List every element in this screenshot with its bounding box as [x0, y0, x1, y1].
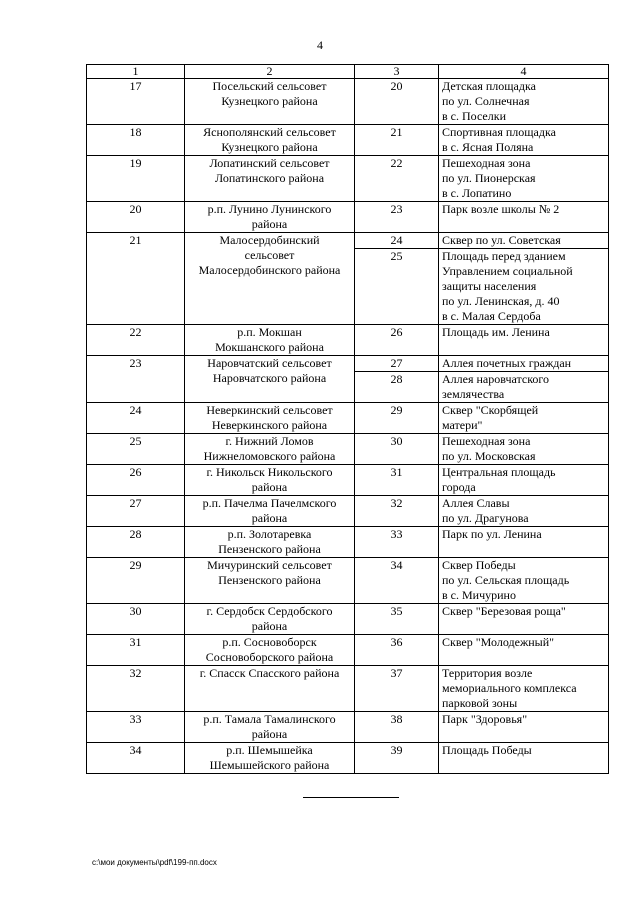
object-place [439, 604, 609, 635]
cell-line: Неверкинского района [211, 418, 328, 432]
object-place [439, 712, 609, 743]
cell-line: района [251, 480, 288, 494]
cell-line: Сквер Победы [442, 558, 516, 572]
cell-line: Лопатинский сельсовет [209, 156, 330, 170]
cell-line: Пензенского района [218, 573, 321, 587]
object-number: 20 [355, 79, 439, 125]
cell-line: Нижнеломовского района [203, 449, 336, 463]
cell-line: г. Нижний Ломов [225, 434, 314, 448]
table-row [87, 635, 609, 666]
cell-line: Наровчатский сельсовет [207, 356, 332, 370]
file-path: c:\мои документы\pdf\199-пп.docx [92, 858, 217, 867]
row-number: 30 [87, 604, 185, 635]
object-place [439, 465, 609, 496]
cell-line: города [442, 480, 476, 494]
object-place [439, 434, 609, 465]
district-name [185, 403, 355, 434]
objects-table [86, 64, 609, 774]
object-number: 29 [355, 403, 439, 434]
cell-line: парковой зоны [442, 696, 518, 710]
district-name [185, 233, 355, 325]
cell-line: Спортивная площадка [442, 125, 556, 139]
cell-line: Шемышейского района [209, 758, 330, 772]
row-number: 23 [87, 356, 185, 403]
cell-line: р.п. Тамала Тамалинского [203, 712, 336, 726]
object-number: 22 [355, 156, 439, 202]
object-number: 35 [355, 604, 439, 635]
cell-line: по ул. Московская [442, 449, 536, 463]
object-number: 33 [355, 527, 439, 558]
district-name [185, 558, 355, 604]
object-number: 36 [355, 635, 439, 666]
object-place [439, 233, 609, 249]
cell-line: Центральная площадь [442, 465, 556, 479]
table-row [87, 79, 609, 125]
cell-line: Посельский сельсовет [212, 79, 327, 93]
object-place [439, 79, 609, 125]
cell-line: Сквер "Молодежный" [442, 635, 555, 649]
district-name [185, 604, 355, 635]
object-number: 34 [355, 558, 439, 604]
object-place [439, 356, 609, 372]
object-place [439, 325, 609, 356]
cell-line: р.п. Мокшан [237, 325, 302, 339]
table-row [87, 325, 609, 356]
object-place [439, 558, 609, 604]
district-name [185, 125, 355, 156]
cell-line: Пешеходная зона [442, 434, 531, 448]
cell-line: Площадь перед зданием [442, 249, 566, 263]
table-row [87, 233, 609, 249]
cell-line: Площадь им. Ленина [442, 325, 550, 339]
cell-line: Аллея Славы [442, 496, 510, 510]
cell-line: г. Никольск Никольского [206, 465, 333, 479]
row-number: 17 [87, 79, 185, 125]
row-number: 33 [87, 712, 185, 743]
cell-line: по ул. Пионерская [442, 171, 536, 185]
cell-line: матери" [442, 418, 483, 432]
cell-line: по ул. Солнечная [442, 94, 530, 108]
cell-line: Сквер по ул. Советская [442, 233, 561, 247]
separator-line [303, 797, 399, 798]
object-number: 30 [355, 434, 439, 465]
object-number: 23 [355, 202, 439, 233]
row-number: 20 [87, 202, 185, 233]
cell-line: Неверкинский сельсовет [206, 403, 333, 417]
row-number: 27 [87, 496, 185, 527]
object-place [439, 666, 609, 712]
cell-line: Мокшанского района [215, 340, 324, 354]
row-number: 19 [87, 156, 185, 202]
district-name [185, 743, 355, 774]
cell-line: Аллея наровчатского [442, 372, 550, 386]
cell-line: г. Спасск Спасского района [199, 666, 340, 680]
table-row [87, 604, 609, 635]
object-number: 21 [355, 125, 439, 156]
object-number: 39 [355, 743, 439, 774]
object-place [439, 743, 609, 774]
table-row [87, 666, 609, 712]
object-number: 38 [355, 712, 439, 743]
cell-line: по ул. Сельская площадь [442, 573, 570, 587]
cell-line: района [251, 727, 288, 741]
district-name [185, 635, 355, 666]
row-number: 24 [87, 403, 185, 434]
table-row [87, 743, 609, 774]
cell-line: Кузнецкого района [221, 94, 318, 108]
row-number: 22 [87, 325, 185, 356]
cell-line: Лопатинского района [214, 171, 325, 185]
cell-line: мемориального комплекса [442, 681, 577, 695]
object-number: 31 [355, 465, 439, 496]
table-header-row [87, 65, 609, 79]
cell-line: в с. Поселки [442, 109, 506, 123]
district-name [185, 496, 355, 527]
cell-line: г. Сердобск Сердобского [206, 604, 333, 618]
table-row [87, 465, 609, 496]
cell-line: Аллея почетных граждан [442, 356, 572, 370]
cell-line: Детская площадка [442, 79, 536, 93]
cell-line: по ул. Драгунова [442, 511, 529, 525]
page-number: 4 [317, 38, 323, 52]
cell-line: защиты населения [442, 279, 537, 293]
cell-line: Мичуринский сельсовет [207, 558, 332, 572]
header-col-2: 2 [185, 65, 355, 79]
header-col-4: 4 [439, 65, 609, 79]
header-col-1: 1 [87, 65, 185, 79]
cell-line: сельсовет [244, 248, 295, 262]
row-number: 25 [87, 434, 185, 465]
cell-line: Парк по ул. Ленина [442, 527, 542, 541]
row-number: 21 [87, 233, 185, 325]
district-name [185, 325, 355, 356]
object-number: 32 [355, 496, 439, 527]
object-number: 24 [355, 233, 439, 249]
cell-line: р.п. Пачелма Пачелмского [202, 496, 337, 510]
cell-line: р.п. Шемышейка [226, 743, 313, 757]
row-number: 32 [87, 666, 185, 712]
cell-line: Кузнецкого района [221, 140, 318, 154]
district-name [185, 712, 355, 743]
cell-line: Сквер "Березовая роща" [442, 604, 566, 618]
table-row [87, 527, 609, 558]
table-row [87, 356, 609, 372]
district-name [185, 434, 355, 465]
object-number: 28 [355, 372, 439, 403]
district-name [185, 356, 355, 403]
object-place [439, 635, 609, 666]
row-number: 31 [87, 635, 185, 666]
district-name [185, 79, 355, 125]
district-name [185, 527, 355, 558]
cell-line: в с. Лопатино [442, 186, 512, 200]
cell-line: Малосердобинский [219, 233, 320, 247]
cell-line: Управлением социальной [442, 264, 573, 278]
cell-line: по ул. Ленинская, д. 40 [442, 294, 560, 308]
row-number: 26 [87, 465, 185, 496]
cell-line: района [251, 217, 288, 231]
object-place [439, 156, 609, 202]
cell-line: Сквер "Скорбящей [442, 403, 539, 417]
cell-line: Пензенского района [218, 542, 321, 556]
table-row [87, 496, 609, 527]
object-number: 27 [355, 356, 439, 372]
table-row [87, 712, 609, 743]
cell-line: р.п. Лунино Лунинского [207, 202, 332, 216]
object-place [439, 496, 609, 527]
cell-line: р.п. Золотаревка [227, 527, 312, 541]
district-name [185, 202, 355, 233]
cell-line: Парк возле школы № 2 [442, 202, 560, 216]
header-col-3: 3 [355, 65, 439, 79]
cell-line: района [251, 619, 288, 633]
cell-line: р.п. Сосновоборск [222, 635, 317, 649]
object-place [439, 249, 609, 325]
cell-line: в с. Малая Сердоба [442, 309, 541, 323]
row-number: 34 [87, 743, 185, 774]
table-row [87, 202, 609, 233]
row-number: 29 [87, 558, 185, 604]
table-row [87, 403, 609, 434]
row-number: 28 [87, 527, 185, 558]
table-row [87, 434, 609, 465]
table-row [87, 156, 609, 202]
cell-line: района [251, 511, 288, 525]
cell-line: в с. Мичурино [442, 588, 516, 602]
cell-line: в с. Ясная Поляна [442, 140, 534, 154]
object-number: 26 [355, 325, 439, 356]
object-number: 37 [355, 666, 439, 712]
district-name [185, 156, 355, 202]
table-row [87, 558, 609, 604]
object-place [439, 527, 609, 558]
object-place [439, 125, 609, 156]
object-number: 25 [355, 249, 439, 325]
cell-line: землячества [442, 387, 505, 401]
district-name [185, 465, 355, 496]
district-name [185, 666, 355, 712]
cell-line: Площадь Победы [442, 743, 532, 757]
cell-line: Парк "Здоровья" [442, 712, 528, 726]
row-number: 18 [87, 125, 185, 156]
table-row [87, 125, 609, 156]
cell-line: Яснополянский сельсовет [203, 125, 336, 139]
object-place [439, 403, 609, 434]
cell-line: Сосновоборского района [205, 650, 334, 664]
cell-line: Наровчатского района [212, 371, 327, 385]
cell-line: Территория возле [442, 666, 533, 680]
object-place [439, 202, 609, 233]
cell-line: Малосердобинского района [198, 263, 341, 277]
object-place [439, 372, 609, 403]
cell-line: Пешеходная зона [442, 156, 531, 170]
